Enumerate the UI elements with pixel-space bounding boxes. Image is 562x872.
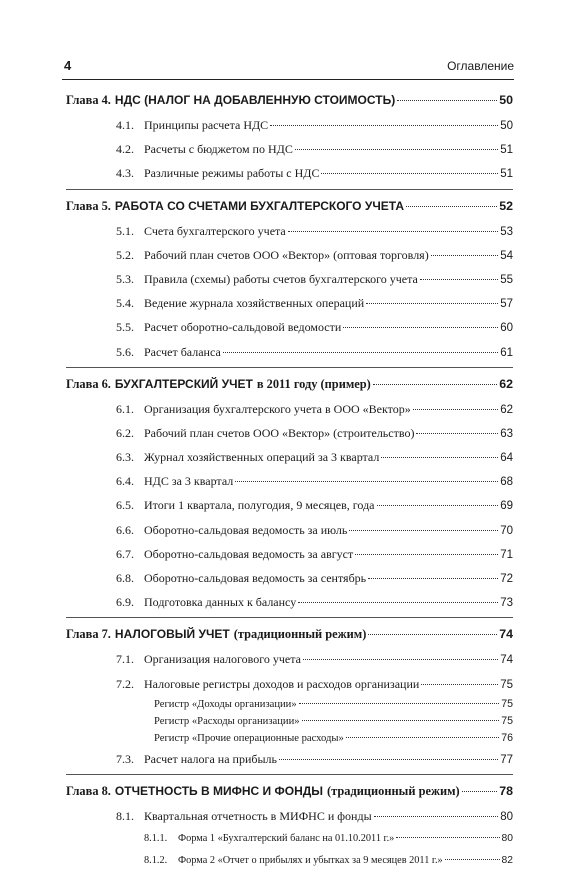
header-rule <box>62 79 514 80</box>
section-heading <box>116 340 221 364</box>
toc-section-entry <box>66 397 513 421</box>
page-ref: 70 <box>500 524 513 537</box>
page-ref: 69 <box>500 500 513 513</box>
section-heading <box>116 219 286 243</box>
page-ref: 51 <box>500 144 513 157</box>
toc-section-entry <box>66 315 513 339</box>
section-title: Расчет баланса <box>144 344 221 359</box>
section-number: 6.3. <box>116 450 134 465</box>
section-number: 6.5. <box>116 498 134 513</box>
section-number: 7.3. <box>116 751 134 766</box>
dot-leader <box>355 554 498 555</box>
dot-leader <box>421 684 498 685</box>
dot-leader <box>366 303 498 304</box>
page-ref: 76 <box>501 731 513 744</box>
section-heading <box>116 493 375 517</box>
subsection-number: 8.1.1. <box>144 833 168 845</box>
toc-subsection-entry <box>66 828 513 850</box>
chapter-title-extra: (традиционный режим) <box>233 627 367 642</box>
chapter-number: Глава 4. <box>66 93 111 107</box>
section-number: 6.1. <box>116 401 134 416</box>
section-title: НДС за 3 квартал <box>144 474 234 489</box>
section-title: Организация бухгалтерского учета в ООО «Вектор» <box>144 401 411 416</box>
section-title: Квартальная отчетность в МИФНС и фонды <box>144 808 372 823</box>
toc-section-entry <box>66 672 513 696</box>
toc-subsection-entry <box>66 850 513 872</box>
dot-leader <box>416 433 498 434</box>
page-ref: 78 <box>499 783 513 798</box>
page-ref: 77 <box>500 753 513 766</box>
dot-leader <box>299 703 500 704</box>
section-number: 6.7. <box>116 546 134 561</box>
page-ref: 61 <box>500 346 513 359</box>
dot-leader <box>431 255 499 256</box>
page-ref: 68 <box>500 476 513 489</box>
section-heading <box>116 243 429 267</box>
toc-chapter-entry <box>66 779 513 804</box>
section-number: 5.4. <box>116 296 134 311</box>
section-title: Принципы расчета НДС <box>144 118 269 132</box>
page-ref: 60 <box>500 322 513 335</box>
dot-leader <box>295 149 498 150</box>
section-heading <box>116 672 419 696</box>
toc-section-entry <box>66 219 513 243</box>
subsection-title: Регистр «Расходы организации» <box>154 715 300 727</box>
page-ref: 52 <box>499 198 513 213</box>
page-ref: 82 <box>501 855 513 867</box>
section-number: 8.1. <box>116 808 134 823</box>
section-title: Ведение журнала хозяйственных операций <box>144 296 365 311</box>
dot-leader <box>462 791 498 792</box>
section-heading <box>116 804 372 828</box>
dot-leader <box>406 206 497 207</box>
dot-leader <box>349 530 498 531</box>
section-number: 5.2. <box>116 247 134 262</box>
toc-chapter-entry <box>66 88 513 113</box>
dot-leader <box>396 837 499 838</box>
section-title: Оборотно-сальдовая ведомость за август <box>144 546 354 561</box>
section-heading <box>116 421 414 445</box>
subsection-heading <box>144 828 394 850</box>
section-heading <box>116 161 319 185</box>
dot-leader <box>368 634 497 635</box>
dot-leader <box>368 578 498 579</box>
page-ref: 72 <box>500 573 513 585</box>
section-title: Различные режимы работы с НДС <box>144 166 320 181</box>
toc-section-entry <box>66 137 513 161</box>
subsection-number: 8.1.2. <box>144 855 168 867</box>
toc-section-entry <box>66 267 513 291</box>
section-title: Расчеты с бюджетом по НДС <box>144 142 293 157</box>
chapter-heading <box>66 194 404 219</box>
page-ref: 73 <box>500 597 513 610</box>
dot-leader <box>235 481 498 482</box>
section-heading <box>116 518 347 542</box>
page-ref: 62 <box>499 376 513 391</box>
dot-leader <box>223 352 498 353</box>
chapter-number: Глава 8. <box>66 783 111 798</box>
section-title: Расчет налога на прибыль <box>144 751 278 766</box>
toc-section-entry <box>66 747 513 771</box>
page-ref: 75 <box>500 678 513 691</box>
page-ref: 64 <box>500 452 513 465</box>
section-heading <box>116 291 364 315</box>
page-ref: 57 <box>500 298 513 311</box>
section-heading <box>116 315 341 339</box>
dot-leader <box>279 759 498 760</box>
dot-leader <box>413 409 498 410</box>
dot-leader <box>298 602 498 603</box>
section-number: 4.2. <box>116 142 134 157</box>
section-number: 5.6. <box>116 344 134 359</box>
dot-leader <box>288 231 498 232</box>
chapter-title-extra: в 2011 году (пример) <box>256 376 371 391</box>
chapter-divider <box>66 367 513 368</box>
page-header <box>62 58 514 76</box>
toc-section-entry <box>66 518 513 542</box>
chapter-heading <box>66 779 460 804</box>
toc-section-entry <box>66 566 513 590</box>
section-number: 6.9. <box>116 595 134 610</box>
section-title: Счета бухгалтерского учета <box>144 223 286 238</box>
chapter-number: Глава 7. <box>66 627 111 642</box>
dot-leader <box>420 279 498 280</box>
toc-section-entry <box>66 445 513 469</box>
toc-subsection-entry <box>66 730 513 747</box>
section-title: Оборотно-сальдовая ведомость за июль <box>144 522 348 537</box>
dot-leader <box>381 457 498 458</box>
dot-leader <box>302 720 500 721</box>
page-ref: 50 <box>499 93 513 107</box>
section-number: 5.3. <box>116 271 134 286</box>
section-number: 7.2. <box>116 676 134 691</box>
section-title: Журнал хозяйственных операций за 3 квартал <box>144 450 380 465</box>
section-heading <box>116 267 418 291</box>
dot-leader <box>270 125 498 126</box>
dot-leader <box>343 327 498 328</box>
table-of-contents <box>66 88 513 872</box>
section-title: Правила (схемы) работы счетов бухгалтерского учета <box>144 271 418 286</box>
section-title: Итоги 1 квартала, полугодия, 9 месяцев, года <box>144 498 375 513</box>
page-ref: 51 <box>500 168 513 181</box>
toc-section-entry <box>66 469 513 493</box>
running-title: Оглавление <box>447 59 514 73</box>
section-number: 6.8. <box>116 571 134 585</box>
subsection-title: Регистр «Прочие операционные расходы» <box>154 732 344 744</box>
section-number: 7.1. <box>116 652 134 667</box>
chapter-heading <box>66 372 371 397</box>
section-heading <box>116 113 268 137</box>
dot-leader <box>346 737 499 738</box>
toc-section-entry <box>66 113 513 137</box>
section-heading <box>116 469 233 493</box>
chapter-divider <box>66 189 513 190</box>
chapter-title: НДС (НАЛОГ НА ДОБАВЛЕННУЮ СТОИМОСТЬ) <box>114 93 396 107</box>
page-number: 4 <box>64 58 72 73</box>
chapter-title-extra: (традиционный режим) <box>327 783 460 798</box>
section-title: Налоговые регистры доходов и расходов организации <box>144 676 420 691</box>
toc-section-entry <box>66 340 513 364</box>
section-number: 6.2. <box>116 425 134 440</box>
subsection-heading <box>144 850 443 872</box>
chapter-title: ОТЧЕТНОСТЬ В МИФНС И ФОНДЫ <box>114 783 324 798</box>
section-title: Организация налогового учета <box>144 652 301 667</box>
chapter-number: Глава 5. <box>66 198 111 213</box>
section-heading <box>116 397 411 421</box>
page-ref: 80 <box>501 833 513 845</box>
page-ref: 71 <box>500 548 513 561</box>
chapter-heading <box>66 88 395 113</box>
section-heading <box>116 445 379 469</box>
subsection-title: Форма 1 «Бухгалтерский баланс на 01.10.2011 г.» <box>178 833 395 845</box>
section-number: 4.1. <box>116 118 134 132</box>
page-ref: 53 <box>500 225 513 238</box>
toc-section-entry <box>66 647 513 671</box>
section-title: Расчет оборотно-сальдовой ведомости <box>144 320 342 335</box>
chapter-title: РАБОТА СО СЧЕТАМИ БУХГАЛТЕРСКОГО УЧЕТА <box>114 198 404 213</box>
dot-leader <box>321 173 498 174</box>
section-number: 5.1. <box>116 223 134 238</box>
section-heading <box>116 542 353 566</box>
toc-section-entry <box>66 421 513 445</box>
chapter-number: Глава 6. <box>66 376 111 391</box>
chapter-title: БУХГАЛТЕРСКИЙ УЧЕТ <box>114 376 253 391</box>
dot-leader <box>377 505 499 506</box>
page-ref: 50 <box>500 120 513 132</box>
dot-leader <box>373 384 497 385</box>
chapter-heading <box>66 622 366 647</box>
toc-chapter-entry <box>66 372 513 397</box>
toc-chapter-entry <box>66 194 513 219</box>
section-heading <box>116 747 277 771</box>
page-ref: 75 <box>501 697 513 710</box>
section-title: Рабочий план счетов ООО «Вектор» (строительство) <box>144 425 415 440</box>
toc-section-entry <box>66 243 513 267</box>
page-ref: 54 <box>500 249 513 262</box>
dot-leader <box>374 816 499 817</box>
subsection-title: Регистр «Доходы организации» <box>154 698 297 710</box>
page-ref: 62 <box>500 403 513 416</box>
dot-leader <box>397 100 497 101</box>
toc-section-entry <box>66 542 513 566</box>
chapter-divider <box>66 617 513 618</box>
section-heading <box>116 647 301 671</box>
section-title: Подготовка данных к балансу <box>144 595 297 610</box>
toc-subsection-entry <box>66 713 513 730</box>
section-number: 4.3. <box>116 166 134 181</box>
toc-chapter-entry <box>66 622 513 647</box>
page-ref: 80 <box>500 810 513 823</box>
chapter-divider <box>66 774 513 775</box>
toc-section-entry <box>66 291 513 315</box>
toc-section-entry <box>66 161 513 185</box>
section-number: 5.5. <box>116 320 134 335</box>
dot-leader <box>303 659 498 660</box>
section-title: Рабочий план счетов ООО «Вектор» (оптовая торговля) <box>144 247 429 262</box>
page-ref: 75 <box>501 714 513 727</box>
section-title: Оборотно-сальдовая ведомость за сентябрь <box>144 571 367 585</box>
page-ref: 63 <box>500 427 513 440</box>
section-number: 6.4. <box>116 474 134 489</box>
section-heading <box>116 137 293 161</box>
page-ref: 74 <box>499 627 513 642</box>
toc-section-entry <box>66 804 513 828</box>
dot-leader <box>445 859 500 860</box>
section-heading <box>116 590 296 614</box>
toc-section-entry <box>66 590 513 614</box>
toc-section-entry <box>66 493 513 517</box>
subsection-title: Форма 2 «Отчет о прибылях и убытках за 9 месяцев 2011 г.» <box>178 855 443 867</box>
toc-subsection-entry <box>66 696 513 713</box>
page-ref: 74 <box>500 654 513 667</box>
page-ref: 55 <box>500 273 513 286</box>
section-number: 6.6. <box>116 522 134 537</box>
section-heading <box>116 566 366 590</box>
chapter-title: НАЛОГОВЫЙ УЧЕТ <box>114 627 230 642</box>
